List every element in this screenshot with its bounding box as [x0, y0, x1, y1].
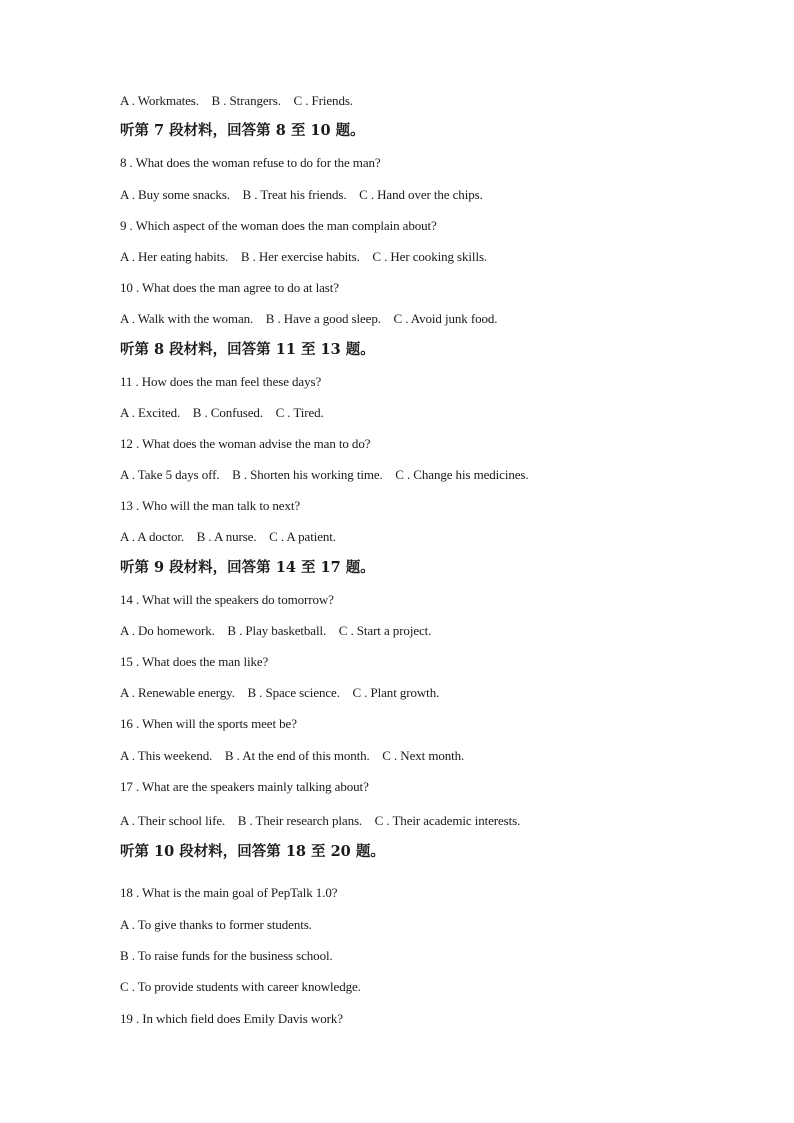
question-17: 17 . What are the speakers mainly talking about?: [120, 779, 369, 794]
options-q7: A . Workmates. B . Strangers. C . Friends.: [120, 93, 353, 108]
section-heading-7: 听第 7 段材料，回答第 8 至 10 题。: [120, 122, 365, 139]
options-q11: A . Excited. B . Confused. C . Tired.: [120, 405, 324, 420]
question-9: 9 . Which aspect of the woman does the man complain about?: [120, 218, 437, 233]
question-18: 18 . What is the main goal of PepTalk 1.0?: [120, 885, 338, 900]
option-18-c: C . To provide students with career knowledge.: [120, 979, 361, 994]
question-13: 13 . Who will the man talk to next?: [120, 498, 301, 513]
options-q8: A . Buy some snacks. B . Treat his friends. C . Hand over the chips.: [120, 187, 483, 202]
options-q9: A . Her eating habits. B . Her exercise habits. C . Her cooking skills.: [120, 249, 488, 264]
question-14: 14 . What will the speakers do tomorrow?: [120, 592, 334, 607]
options-q13: A . A doctor. B . A nurse. C . A patient.: [120, 529, 336, 544]
options-q16: A . This weekend. B . At the end of this month. C . Next month.: [120, 748, 465, 763]
section-heading-9: 听第 9 段材料，回答第 14 至 17 题。: [120, 559, 375, 576]
question-15: 15 . What does the man like?: [120, 654, 269, 669]
question-8: 8 . What does the woman refuse to do for the man?: [120, 155, 381, 170]
options-q14: A . Do homework. B . Play basketball. C . Start a project.: [120, 623, 432, 638]
question-16: 16 . When will the sports meet be?: [120, 716, 297, 731]
section-heading-10: 听第 10 段材料，回答第 18 至 20 题。: [120, 843, 385, 860]
option-18-a: A . To give thanks to former students.: [120, 917, 312, 932]
question-12: 12 . What does the woman advise the man to do?: [120, 436, 371, 451]
options-q10: A . Walk with the woman. B . Have a good sleep. C . Avoid junk food.: [120, 311, 498, 326]
option-18-b: B . To raise funds for the business school.: [120, 948, 333, 963]
question-10: 10 . What does the man agree to do at last?: [120, 280, 339, 295]
question-11: 11 . How does the man feel these days?: [120, 374, 322, 389]
options-q15: A . Renewable energy. B . Space science. C . Plant growth.: [120, 685, 440, 700]
section-heading-8: 听第 8 段材料，回答第 11 至 13 题。: [120, 341, 375, 358]
options-q17: A . Their school life. B . Their research plans. C . Their academic interests.: [120, 813, 521, 828]
options-q12: A . Take 5 days off. B . Shorten his working time. C . Change his medicines.: [120, 467, 529, 482]
question-19: 19 . In which field does Emily Davis work?: [120, 1011, 343, 1026]
